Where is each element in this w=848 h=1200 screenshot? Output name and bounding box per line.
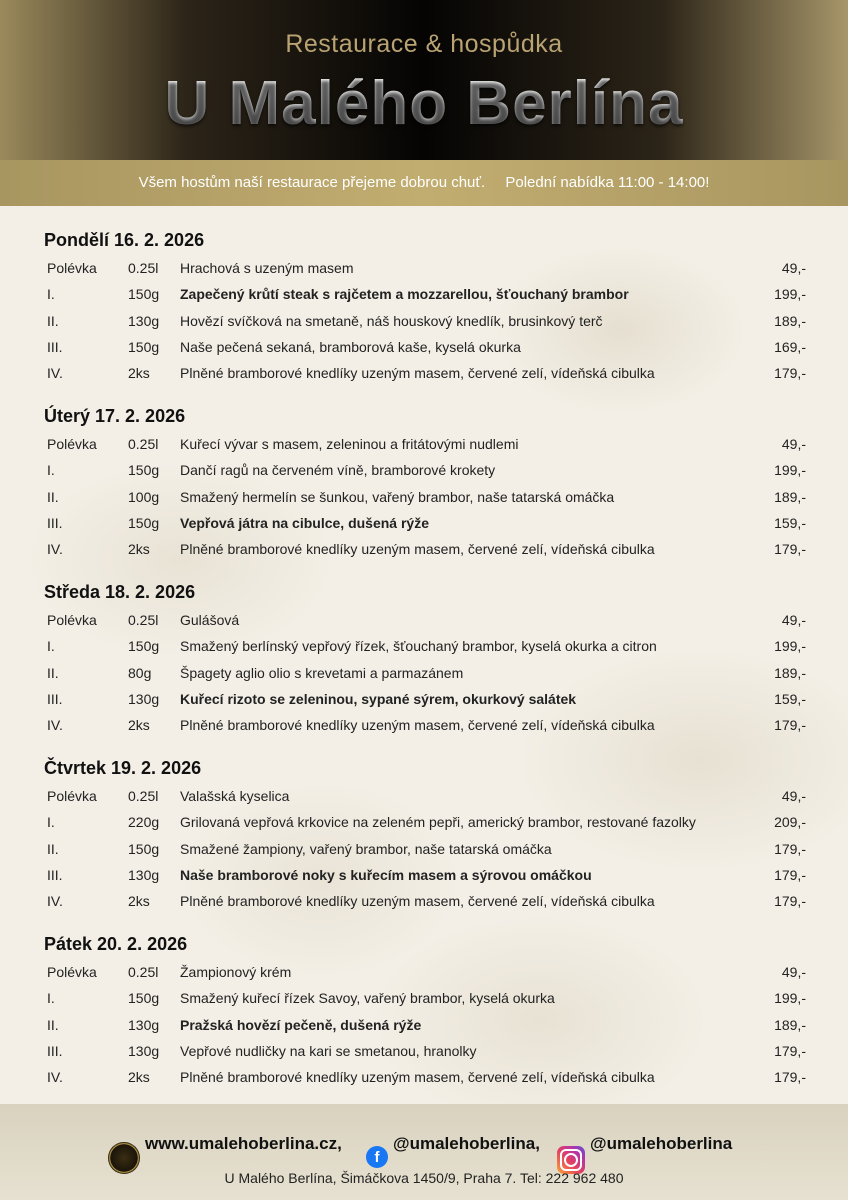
item-price: 49,- xyxy=(781,436,806,452)
menu-item-row xyxy=(0,1039,848,1065)
item-quantity: 0.25l xyxy=(128,260,159,276)
item-quantity: 0.25l xyxy=(128,964,159,980)
menu-item-row xyxy=(0,335,848,361)
item-code: Polévka xyxy=(47,788,97,804)
menu-item-row xyxy=(0,458,848,484)
menu-item-row xyxy=(0,608,848,634)
item-price: 199,- xyxy=(774,286,806,303)
facebook-handle[interactable]: @umalehoberlina, xyxy=(393,1134,540,1153)
item-quantity: 150g xyxy=(128,338,160,355)
item-code: I. xyxy=(47,286,55,303)
item-name: Naše pečená sekaná, bramborová kaše, kyselá okurka xyxy=(180,338,521,355)
item-price: 179,- xyxy=(774,1069,806,1086)
item-name: Vepřové nudličky na kari se smetanou, hranolky xyxy=(180,1042,477,1059)
item-code: IV. xyxy=(47,717,63,734)
item-quantity: 150g xyxy=(128,286,160,303)
day-title: Pátek 20. 2. 2026 xyxy=(44,934,188,954)
item-code: III. xyxy=(47,338,63,355)
item-price: 179,- xyxy=(774,541,806,558)
menu-item-row xyxy=(0,960,848,986)
item-price: 179,- xyxy=(774,893,806,910)
item-name: Kuřecí vývar s masem, zeleninou a fritátovými nudlemi xyxy=(180,436,519,452)
greeting-text: Všem hostům naší restaurace přejeme dobrou chuť. xyxy=(138,174,486,191)
item-name: Plněné bramborové knedlíky uzeným masem, červené zelí, vídeňská cibulka xyxy=(180,541,655,558)
item-price: 159,- xyxy=(774,690,806,707)
item-code: IV. xyxy=(47,1069,63,1086)
footer xyxy=(0,1104,848,1200)
item-price: 49,- xyxy=(781,964,806,980)
item-name: Smažený berlínský vepřový řízek, šťouchaný brambor, kyselá okurka a citron xyxy=(180,638,657,655)
menu-item-row xyxy=(0,537,848,563)
item-name: Gulášová xyxy=(180,612,240,628)
item-code: IV. xyxy=(47,541,63,558)
lunch-hours-text: Polední nabídka 11:00 - 14:00! xyxy=(505,174,710,191)
menu-item-row xyxy=(0,687,848,713)
menu-item-row xyxy=(0,810,848,836)
item-name: Smažený hermelín se šunkou, vařený brambor, naše tatarská omáčka xyxy=(180,488,615,505)
item-code: II. xyxy=(47,312,59,329)
item-quantity: 2ks xyxy=(128,717,150,734)
item-price: 179,- xyxy=(774,840,806,857)
item-code: IV. xyxy=(47,893,63,910)
item-price: 159,- xyxy=(774,514,806,531)
item-name: Dančí ragů na červeném víně, bramborové krokety xyxy=(180,462,496,479)
item-name: Smažený kuřecí řízek Savoy, vařený brambor, kyselá okurka xyxy=(180,990,555,1007)
item-quantity: 130g xyxy=(128,1016,160,1033)
menu-item-row xyxy=(0,634,848,660)
item-quantity: 100g xyxy=(128,488,160,505)
item-code: II. xyxy=(47,840,59,857)
item-quantity: 130g xyxy=(128,866,160,883)
item-name: Grilovaná vepřová krkovice na zeleném pepři, americký brambor, restované fazolky xyxy=(180,814,696,831)
menu-item-row xyxy=(0,837,848,863)
day-title: Pondělí 16. 2. 2026 xyxy=(44,230,205,250)
item-quantity: 130g xyxy=(128,312,160,329)
menu-item-row xyxy=(0,661,848,687)
website-link[interactable]: www.umalehoberlina.cz, xyxy=(145,1134,342,1153)
item-code: III. xyxy=(47,866,63,883)
item-price: 179,- xyxy=(774,365,806,382)
item-price: 169,- xyxy=(774,338,806,355)
item-price: 199,- xyxy=(774,462,806,479)
item-code: I. xyxy=(47,990,55,1007)
item-name: Plněné bramborové knedlíky uzeným masem, červené zelí, vídeňská cibulka xyxy=(180,717,655,734)
item-price: 199,- xyxy=(774,638,806,655)
item-quantity: 2ks xyxy=(128,893,150,910)
menu-item-row xyxy=(0,784,848,810)
item-price: 49,- xyxy=(781,612,806,628)
menu-item-row xyxy=(0,986,848,1012)
day-title: Čtvrtek 19. 2. 2026 xyxy=(44,758,202,778)
menu-item-row xyxy=(0,511,848,537)
item-quantity: 0.25l xyxy=(128,436,159,452)
item-name: Kuřecí rizoto se zeleninou, sypané sýrem, okurkový salátek xyxy=(180,690,577,707)
item-code: I. xyxy=(47,638,55,655)
item-quantity: 2ks xyxy=(128,1069,150,1086)
contact-line xyxy=(0,1128,848,1166)
item-name: Naše bramborové noky s kuřecím masem a sýrovou omáčkou xyxy=(180,866,592,883)
item-quantity: 0.25l xyxy=(128,612,159,628)
item-name: Plněné bramborové knedlíky uzeným masem, červené zelí, vídeňská cibulka xyxy=(180,893,655,910)
address: U Malého Berlína, Šimáčkova 1450/9, Praha 7. Tel: 222 962 480 xyxy=(224,1170,624,1186)
item-quantity: 150g xyxy=(128,514,160,531)
menu-item-row xyxy=(0,1013,848,1039)
item-price: 189,- xyxy=(774,1016,806,1033)
item-quantity: 80g xyxy=(128,664,152,681)
item-price: 199,- xyxy=(774,990,806,1007)
item-name: Zapečený krůtí steak s rajčetem a mozzarellou, šťouchaný brambor xyxy=(180,286,629,303)
item-price: 179,- xyxy=(774,717,806,734)
info-banner xyxy=(0,160,848,206)
item-name: Smažené žampiony, vařený brambor, naše tatarská omáčka xyxy=(180,840,552,857)
item-code: II. xyxy=(47,664,59,681)
item-name: Pražská hovězí pečeně, dušená rýže xyxy=(180,1016,422,1033)
menu-item-row xyxy=(0,1065,848,1091)
item-quantity: 0.25l xyxy=(128,788,159,804)
menu-item-row xyxy=(0,485,848,511)
item-name: Žampionový krém xyxy=(180,964,292,980)
item-name: Plněné bramborové knedlíky uzeným masem, červené zelí, vídeňská cibulka xyxy=(180,365,655,382)
restaurant-subtitle: Restaurace & hospůdka xyxy=(285,30,563,58)
menu-item-row xyxy=(0,256,848,282)
menu-item-row xyxy=(0,863,848,889)
item-quantity: 2ks xyxy=(128,365,150,382)
item-code: I. xyxy=(47,462,55,479)
menu-item-row xyxy=(0,309,848,335)
restaurant-title: U Malého Berlína xyxy=(0,68,848,139)
item-name: Plněné bramborové knedlíky uzeným masem, červené zelí, vídeňská cibulka xyxy=(180,1069,655,1086)
item-name: Hrachová s uzeným masem xyxy=(180,260,354,276)
menu-item-row xyxy=(0,889,848,915)
item-price: 179,- xyxy=(774,1042,806,1059)
item-quantity: 130g xyxy=(128,1042,160,1059)
item-code: Polévka xyxy=(47,964,97,980)
item-price: 189,- xyxy=(774,488,806,505)
item-price: 189,- xyxy=(774,664,806,681)
item-price: 179,- xyxy=(774,866,806,883)
day-title: Úterý 17. 2. 2026 xyxy=(44,406,186,426)
instagram-handle[interactable]: @umalehoberlina xyxy=(590,1134,733,1153)
item-quantity: 150g xyxy=(128,990,160,1007)
item-code: Polévka xyxy=(47,260,97,276)
item-code: Polévka xyxy=(47,436,97,452)
menu-item-row xyxy=(0,361,848,387)
item-price: 209,- xyxy=(774,814,806,831)
header xyxy=(0,0,848,160)
menu-item-row xyxy=(0,282,848,308)
item-name: Hovězí svíčková na smetaně, náš houskový knedlík, brusinkový terč xyxy=(180,312,603,329)
item-code: Polévka xyxy=(47,612,97,628)
item-price: 189,- xyxy=(774,312,806,329)
day-title: Středa 18. 2. 2026 xyxy=(44,582,196,602)
item-name: Špagety aglio olio s krevetami a parmazánem xyxy=(180,664,464,681)
item-code: III. xyxy=(47,1042,63,1059)
item-quantity: 130g xyxy=(128,690,160,707)
item-code: II. xyxy=(47,1016,59,1033)
item-code: III. xyxy=(47,514,63,531)
item-quantity: 220g xyxy=(128,814,160,831)
item-code: IV. xyxy=(47,365,63,382)
menu-item-row xyxy=(0,713,848,739)
item-quantity: 150g xyxy=(128,840,160,857)
item-name: Valašská kyselica xyxy=(180,788,290,804)
item-quantity: 150g xyxy=(128,638,160,655)
item-code: I. xyxy=(47,814,55,831)
item-quantity: 2ks xyxy=(128,541,150,558)
item-code: III. xyxy=(47,690,63,707)
item-price: 49,- xyxy=(781,788,806,804)
item-code: II. xyxy=(47,488,59,505)
item-price: 49,- xyxy=(781,260,806,276)
facebook-icon[interactable]: f xyxy=(366,1146,388,1168)
item-name: Vepřová játra na cibulce, dušená rýže xyxy=(180,514,429,531)
menu-item-row xyxy=(0,432,848,458)
item-quantity: 150g xyxy=(128,462,160,479)
